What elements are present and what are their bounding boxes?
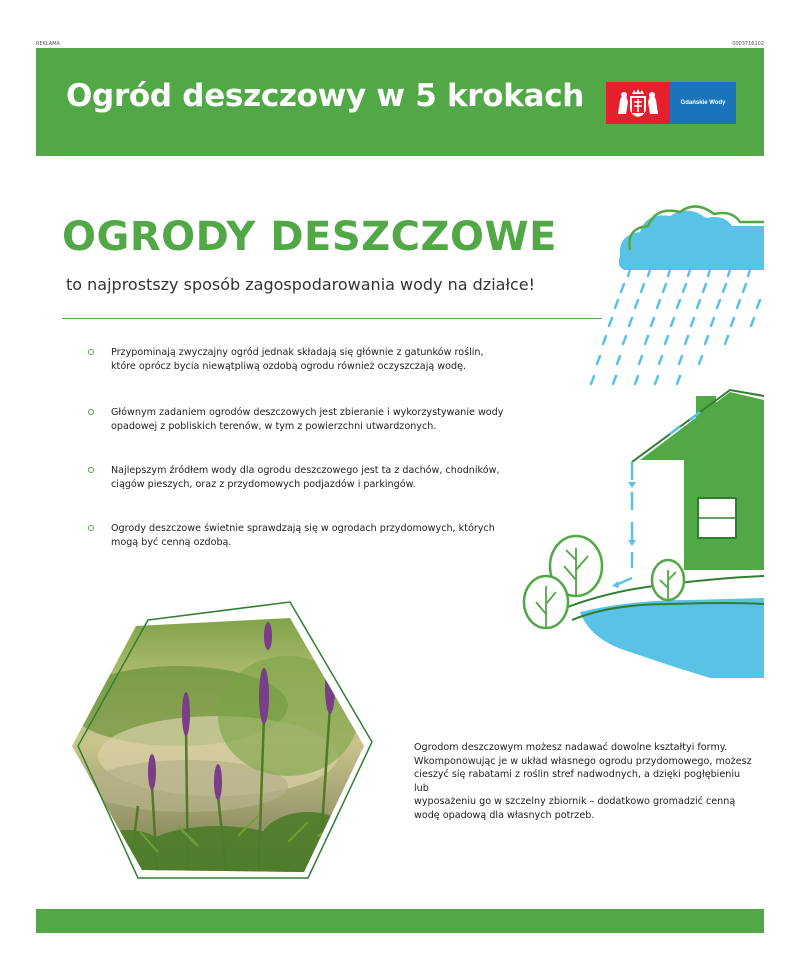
rain-house-garden-icon (520, 200, 764, 690)
list-item-text: Najlepszym źródłem wody dla ogrodu deszczowego jest ta z dachów, chodników, ciągów pieszych, oraz z przydomowych podjazdów i parkingów. (111, 465, 500, 490)
list-item-text: Głównym zadaniem ogrodów deszczowych jest zbieranie i wykorzystywanie wody opadowej z pobliskich terenów, w tym z powierzchni utwardzonych. (111, 407, 504, 432)
footer-bar (36, 909, 764, 933)
ad-label: REKLAMA (36, 41, 60, 47)
page-title: OGRODY DESZCZOWE (62, 214, 557, 260)
list-item (88, 346, 508, 374)
logo-text: Gdańskie Wody (680, 100, 726, 106)
description-paragraph: Ogrodom deszczowym możesz nadawać dowolne kształtyi formy. Wkomponowując je w układ własnego ogrodu przydomowego, możesz cieszyć się rabatami z roślin stref nadwodnych, a dzięki pogłębieniu lub wyposażeniu go w szczelny zbiornik – dodatkowo gromadzić cenną wodę opadową dla własnych potrzeb. (414, 742, 752, 821)
gdanskie-wody-logo[interactable] (606, 82, 736, 124)
list-item (88, 406, 508, 434)
rain-garden-plants-photo (68, 596, 388, 888)
page-subtitle: to najprostszy sposób zagospodarowania wody na działce! (66, 275, 536, 294)
list-item-text: Ogrody deszczowe świetnie sprawdzają się w ogrodach przydomowych, których mogą być cenną ozdobą. (111, 523, 495, 548)
header-bar (36, 48, 764, 156)
logo-wordmark (670, 82, 736, 124)
list-item (88, 464, 508, 492)
bullet-icon (88, 467, 94, 473)
ad-code: 0003716102 (732, 41, 764, 47)
list-item-text: Przypominają zwyczajny ogród jednak składają się głównie z gatunków roślin, które oprócz bycia niewątpliwą ozdobą ogrodu również oczyszczają wodę. (111, 347, 484, 372)
list-item (88, 522, 508, 550)
bullet-icon (88, 349, 94, 355)
city-coat-of-arms-icon (606, 82, 670, 124)
bullet-icon (88, 525, 94, 531)
header-title: Ogród deszczowy w 5 krokach (66, 78, 585, 114)
bullet-icon (88, 409, 94, 415)
